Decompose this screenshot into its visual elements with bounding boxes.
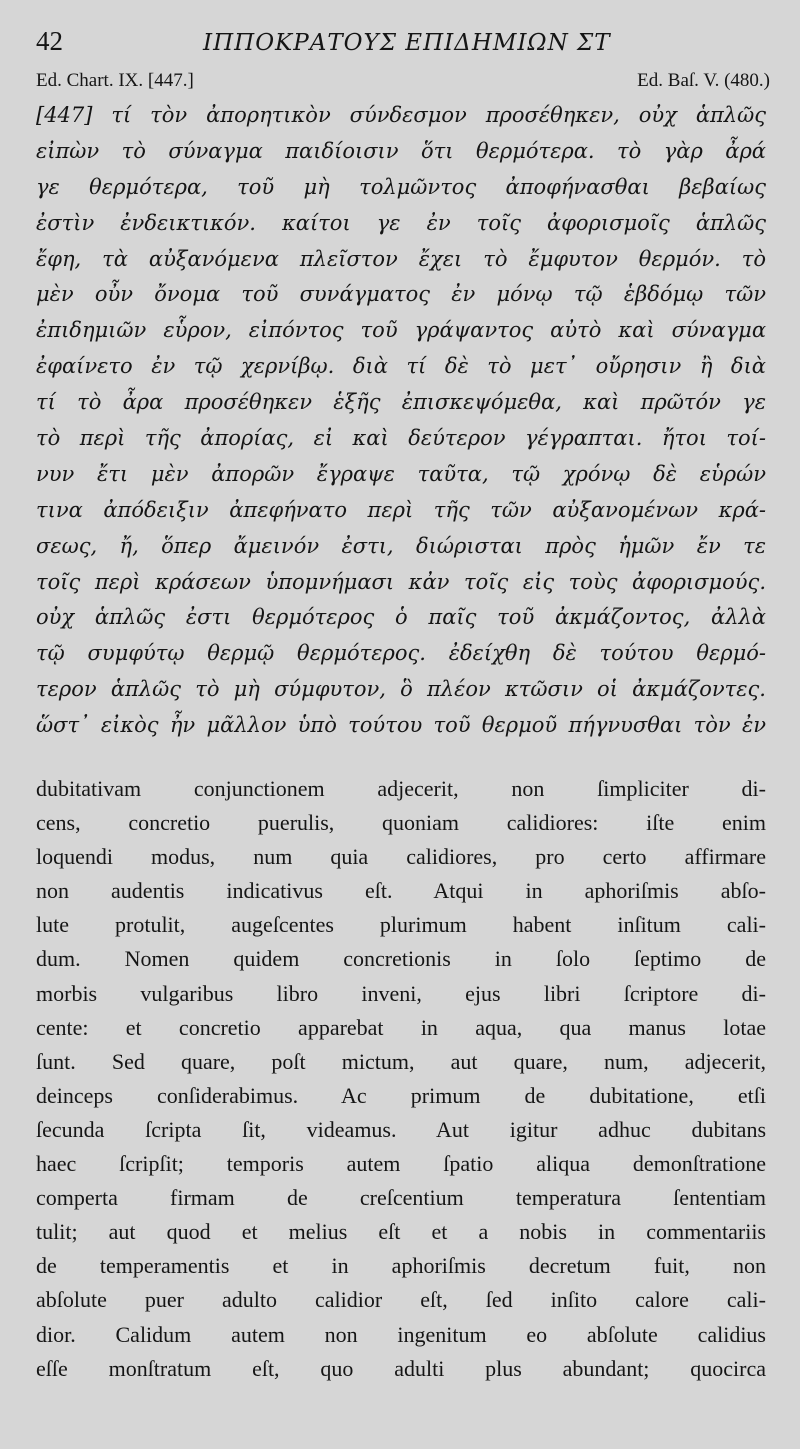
edition-basel-reference: Ed. Baſ. V. (480.)	[637, 70, 770, 91]
greek-line: τερον ἁπλῶς τὸ μὴ σύμφυτον, ὃ πλέον κτῶσιν οἱ ἀκμάζοντες.	[36, 677, 766, 702]
latin-line: dior. Calidum autem non ingenitum eo abſolute calidius	[36, 1321, 766, 1347]
latin-line: ſecunda ſcripta ſit, videamus. Aut igitur adhuc dubitans	[36, 1116, 766, 1142]
latin-line: de temperamentis et in aphoriſmis decretum fuit, non	[36, 1253, 766, 1279]
latin-line: cente: et concretio apparebat in aqua, qua manus lotae	[36, 1014, 766, 1040]
latin-line: non audentis indicativus eſt. Atqui in aphoriſmis abſo-	[36, 878, 766, 904]
greek-line: σεως, ἤ, ὅπερ ἄμεινόν ἐστι, διώρισται πρὸς ἡμῶν ἔν τε	[36, 533, 766, 558]
latin-line: comperta firmam de creſcentium temperatura ſententiam	[36, 1185, 766, 1211]
greek-line: τοῖς περὶ κράσεων ὑπομνήμασι κἀν τοῖς εἰς τοὺς ἀφορισμούς.	[36, 569, 766, 594]
greek-line: ἐστὶν ἐνδεικτικόν. καίτοι γε ἐν τοῖς ἀφορισμοῖς ἁπλῶς	[36, 210, 766, 235]
greek-line: εἰπὼν τὸ σύναγμα παιδίοισιν ὅτι θερμότερα. τὸ γὰρ ἆρά	[36, 138, 766, 163]
latin-line: lute protulit, augeſcentes plurimum habent inſitum cali-	[36, 912, 766, 938]
page-number: 42	[36, 26, 63, 56]
latin-text-block	[36, 772, 766, 1386]
greek-line: ἔφη, τὰ αὐξανόμενα πλεῖστον ἔχει τὸ ἔμφυτον θερμόν. τὸ	[36, 246, 766, 271]
latin-line: eſſe monſtratum eſt, quo adulti plus abundant; quocirca	[36, 1355, 766, 1381]
greek-text-block	[36, 98, 766, 744]
greek-line: ἐφαίνετο ἐν τῷ χερνίβῳ. διὰ τί δὲ τὸ μετ᾽ οὔρησιν ἢ διὰ	[36, 354, 766, 379]
latin-line: loquendi modus, num quia calidiores, pro certo affirmare	[36, 844, 766, 870]
greek-line: ὥστ᾽ εἰκὸς ἦν μᾶλλον ὑπὸ τούτου τοῦ θερμοῦ πήγνυσθαι τὸν ἐν	[36, 713, 766, 738]
page-header	[36, 26, 766, 62]
running-head: ΙΠΠΟΚΡΑΤΟΥΣ ΕΠΙΔΗΜΙΩΝ ΣΤ	[203, 30, 611, 56]
latin-line: abſolute puer adulto calidior eſt, ſed inſito calore cali-	[36, 1287, 766, 1313]
greek-line: τὸ περὶ τῆς ἀπορίας, εἰ καὶ δεύτερον γέγραπται. ἤτοι τοί-	[36, 426, 766, 451]
latin-line: dum. Nomen quidem concretionis in ſolo ſeptimo de	[36, 946, 766, 972]
latin-line: ſunt. Sed quare, poſt mictum, aut quare, num, adjecerit,	[36, 1048, 766, 1074]
latin-line: deinceps conſiderabimus. Ac primum de dubitatione, etſi	[36, 1082, 766, 1108]
latin-line: dubitativam conjunctionem adjecerit, non ſimpliciter di-	[36, 776, 766, 801]
greek-line: νυν ἔτι μὲν ἀπορῶν ἔγραψε ταῦτα, τῷ χρόνῳ δὲ εὑρών	[36, 461, 766, 486]
greek-line: τινα ἀπόδειξιν ἀπεφήνατο περὶ τῆς τῶν αὐξανομένων κρά-	[36, 497, 766, 522]
greek-line: [447] τί τὸν ἀπορητικὸν σύνδεσμον προσέθηκεν, οὐχ ἁπλῶς	[36, 103, 766, 127]
greek-line: ἐπιδημιῶν εὗρον, εἰπόντος τοῦ γράψαντος αὐτὸ καὶ σύναγμα	[36, 318, 766, 343]
edition-chart-reference: Ed. Chart. IX. [447.]	[36, 70, 194, 91]
edition-references	[36, 70, 770, 92]
latin-line: haec ſcripſit; temporis autem ſpatio aliqua demonſtratione	[36, 1151, 766, 1177]
latin-line: tulit; aut quod et melius eſt et a nobis in commentariis	[36, 1219, 766, 1245]
latin-line: morbis vulgaribus libro inveni, ejus libri ſcriptore di-	[36, 980, 766, 1006]
latin-line: cens, concretio puerulis, quoniam calidiores: iſte enim	[36, 810, 766, 836]
greek-line: οὐχ ἁπλῶς ἐστι θερμότερος ὁ παῖς τοῦ ἀκμάζοντος, ἀλλὰ	[36, 605, 766, 630]
greek-line: τῷ συμφύτῳ θερμῷ θερμότερος. ἐδείχθη δὲ τούτου θερμό-	[36, 641, 766, 666]
greek-line: τί τὸ ἆρα προσέθηκεν ἑξῆς ἐπισκεψόμεθα, καὶ πρῶτόν γε	[36, 390, 766, 415]
greek-line: γε θερμότερα, τοῦ μὴ τολμῶντος ἀποφήνασθαι βεβαίως	[36, 174, 766, 199]
greek-line: μὲν οὖν ὄνομα τοῦ συνάγματος ἐν μόνῳ τῷ ἑβδόμῳ τῶν	[36, 282, 766, 307]
